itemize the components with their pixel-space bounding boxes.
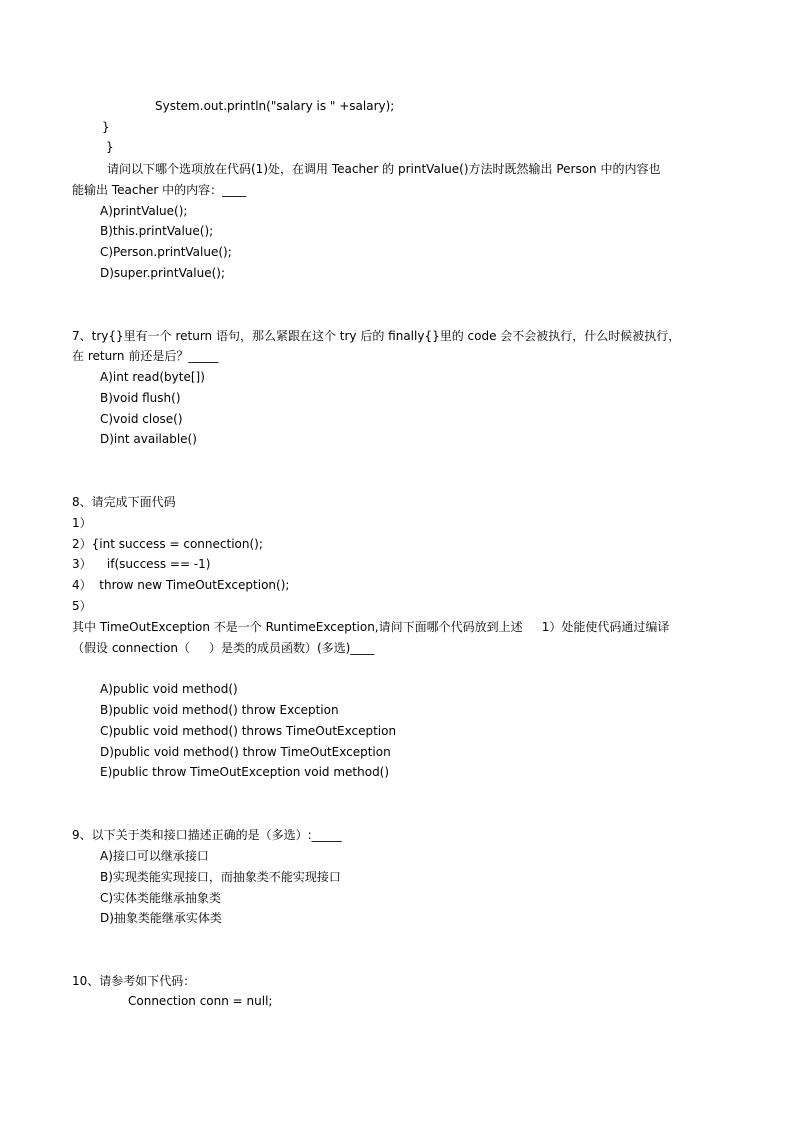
q9-option-b: B)实现类能实现接口，而抽象类不能实现接口 (100, 870, 341, 884)
q10-code-line: Connection conn = null; (128, 994, 273, 1008)
q8-question-text: （假设 connection（ ）是类的成员函数）(多选)____ (72, 641, 375, 655)
q8-option-b: B)public void method() throw Exception (100, 703, 339, 717)
q8-code-line: 1） (72, 516, 92, 530)
q7-option-a: A)int read(byte[]) (100, 370, 205, 384)
q8-option-d: D)public void method() throw TimeOutException (100, 745, 391, 759)
q8-question-text: 其中 TimeOutException 不是一个 RuntimeException,请问下面哪个代码放到上述 1）处能使代码通过编译 (72, 620, 670, 634)
code-closing-brace: } (106, 140, 114, 154)
q6-option-c: C)Person.printValue(); (100, 245, 232, 259)
q7-option-d: D)int available() (100, 432, 197, 446)
q8-title: 8、请完成下面代码 (72, 495, 176, 509)
q7-question-text: 在 return 前还是后？_____ (72, 349, 219, 363)
code-closing-brace: } (102, 120, 110, 134)
q6-question-text: 能输出 Teacher 中的内容：____ (72, 183, 247, 197)
q6-question-text: 请问以下哪个选项放在代码(1)处，在调用 Teacher 的 printValue()方法时既然输出 Person 中的内容也 (107, 162, 661, 176)
q6-option-b: B)this.printValue(); (100, 224, 214, 238)
q9-option-a: A)接口可以继承接口 (100, 849, 209, 863)
q7-question-text: 7、try{}里有一个 return 语句，那么紧跟在这个 try 后的 finally{}里的 code 会不会被执行，什么时候被执行， (72, 329, 681, 343)
q8-code-line: 2）{int success = connection(); (72, 537, 263, 551)
q10-title: 10、请参考如下代码： (72, 974, 196, 988)
q8-option-c: C)public void method() throws TimeOutException (100, 724, 397, 738)
q7-option-b: B)void flush() (100, 391, 181, 405)
q9-title: 9、以下关于类和接口描述正确的是（多选）:_____ (72, 828, 342, 842)
q7-option-c: C)void close() (100, 412, 183, 426)
q6-option-a: A)printValue(); (100, 204, 188, 218)
q8-option-e: E)public throw TimeOutException void method() (100, 765, 390, 779)
q8-code-line: 3） if(success == -1) (72, 557, 211, 571)
q8-code-line: 4） throw new TimeOutException(); (72, 578, 290, 592)
q8-option-a: A)public void method() (100, 682, 238, 696)
q9-option-d: D)抽象类能继承实体类 (100, 911, 222, 925)
q8-code-line: 5） (72, 599, 92, 613)
q6-option-d: D)super.printValue(); (100, 266, 225, 280)
code-println-line: System.out.println("salary is " +salary); (155, 99, 395, 113)
q9-option-c: C)实体类能继承抽象类 (100, 891, 222, 905)
